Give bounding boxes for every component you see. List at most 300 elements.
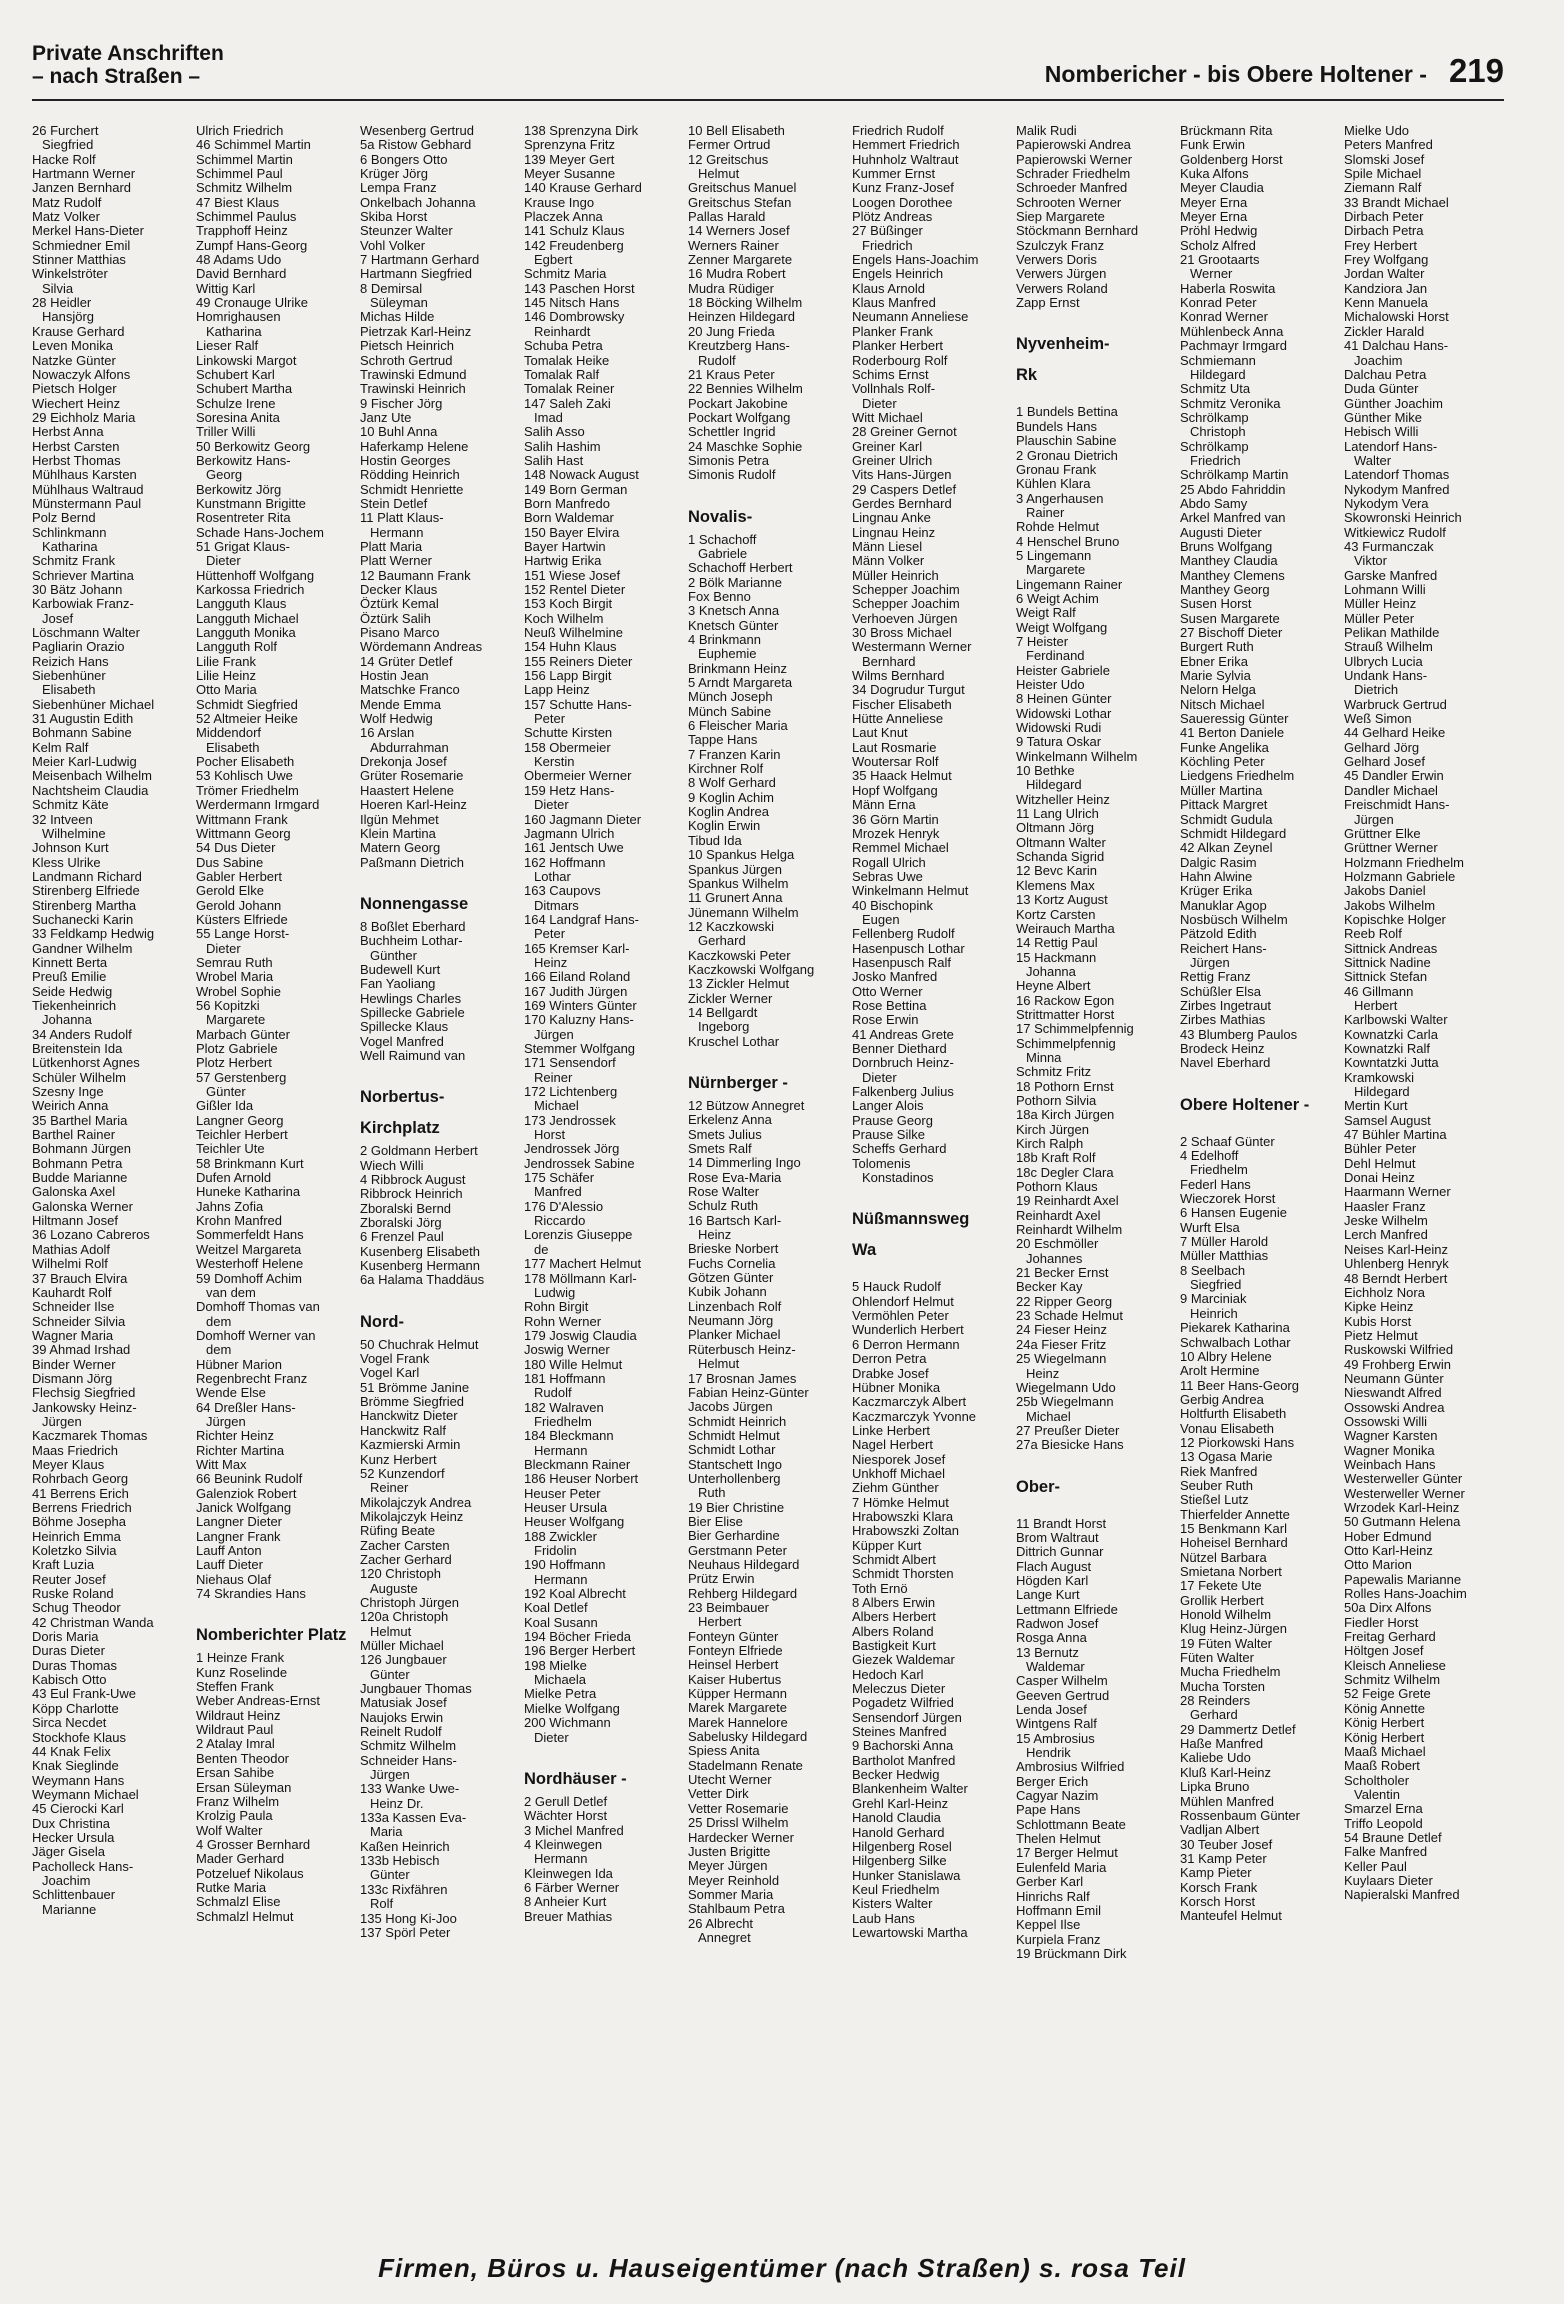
resident-entry: 8 Wolf Gerhard bbox=[688, 776, 776, 791]
resident-entry: Schroth Gertrud bbox=[360, 353, 453, 368]
resident-entry: Matz Rudolf bbox=[32, 195, 102, 210]
resident-entry: 37 Brauch Elvira bbox=[32, 1271, 128, 1286]
resident-entry: Nitsch Michael bbox=[1180, 697, 1265, 712]
resident-entry: Grehl Karl-Heinz bbox=[852, 1796, 949, 1811]
resident-entry: Männ Volker bbox=[852, 554, 925, 569]
resident-entry: Ulrich Friedrich bbox=[196, 124, 284, 138]
spacer bbox=[852, 1266, 1016, 1280]
resident-entry: 184 Bleckmann bbox=[524, 1429, 614, 1444]
resident-entry: Kirch Ralph bbox=[1016, 1137, 1084, 1151]
entry-continuation: Georg bbox=[206, 468, 243, 483]
resident-entry: Hoheisel Bernhard bbox=[1180, 1536, 1288, 1551]
resident-entry: Schimmelpfennig bbox=[1016, 1036, 1116, 1051]
resident-entry: Onkelbach Johanna bbox=[360, 195, 476, 210]
resident-entry: Hübner Monika bbox=[852, 1380, 941, 1395]
resident-entry: Haße Manfred bbox=[1180, 1737, 1264, 1752]
resident-entry: Kubik Johann bbox=[688, 1285, 767, 1300]
resident-entry: Schneider Ilse bbox=[32, 1300, 115, 1315]
entry-continuation: Peter bbox=[534, 712, 566, 727]
entry-continuation: Siegfried bbox=[1190, 1278, 1242, 1293]
resident-entry: Schroeder Manfred bbox=[1016, 181, 1128, 196]
resident-entry: Richter Heinz bbox=[196, 1429, 275, 1444]
resident-entry: Vogel Karl bbox=[360, 1366, 420, 1381]
resident-entry: Rose Eva-Maria bbox=[688, 1170, 782, 1185]
resident-entry: Schanda Sigrid bbox=[1016, 850, 1105, 865]
resident-entry: 154 Huhn Klaus bbox=[524, 640, 617, 655]
resident-entry: Witkiewicz Rudolf bbox=[1344, 525, 1446, 540]
resident-entry: Hanckwitz Dieter bbox=[360, 1409, 458, 1424]
resident-entry: Vadljan Albert bbox=[1180, 1823, 1260, 1838]
resident-entry: Remmel Michael bbox=[852, 841, 949, 856]
resident-entry: Papierowski Andrea bbox=[1016, 138, 1131, 153]
resident-entry: Heister Udo bbox=[1016, 678, 1085, 692]
resident-entry: Spile Michael bbox=[1344, 167, 1422, 182]
resident-entry: Kowntatzki Jutta bbox=[1344, 1056, 1439, 1071]
entry-continuation: Egbert bbox=[534, 253, 573, 268]
resident-entry: Kamp Pieter bbox=[1180, 1866, 1252, 1881]
entry-continuation: Johannes bbox=[1026, 1251, 1083, 1266]
resident-entry: Höltgen Josef bbox=[1344, 1644, 1424, 1659]
resident-entry: Bohmann Petra bbox=[32, 1156, 123, 1171]
resident-entry: 27 Bischoff Dieter bbox=[1180, 626, 1283, 641]
entry-continuation: Imad bbox=[534, 410, 563, 425]
resident-entry: Jankowsky Heinz- bbox=[32, 1400, 137, 1415]
resident-entry: Neuhaus Hildegard bbox=[688, 1557, 800, 1572]
resident-entry: Dandler Michael bbox=[1344, 783, 1438, 798]
resident-entry: 162 Hoffmann bbox=[524, 855, 606, 870]
resident-entry: Mikolajczyk Andrea bbox=[360, 1495, 472, 1510]
resident-entry: Manthey Georg bbox=[1180, 583, 1270, 597]
resident-entry: 59 Domhoff Achim bbox=[196, 1271, 302, 1286]
resident-entry: Klaus Arnold bbox=[852, 281, 925, 296]
resident-entry: Reinhardt Axel bbox=[1016, 1208, 1101, 1223]
resident-entry: Ribbrock Heinrich bbox=[360, 1187, 463, 1202]
resident-entry: 36 Lozano Cabreros bbox=[32, 1228, 150, 1243]
resident-entry: 26 Albrecht bbox=[688, 1916, 754, 1931]
resident-entry: Füten Walter bbox=[1180, 1651, 1254, 1666]
resident-entry: Smets Ralf bbox=[688, 1142, 752, 1156]
resident-entry: Eichholz Nora bbox=[1344, 1285, 1425, 1300]
resident-entry: Wrobel Maria bbox=[196, 970, 274, 985]
resident-entry: Oltmann Walter bbox=[1016, 835, 1106, 850]
resident-entry: 29 Dammertz Detlef bbox=[1180, 1722, 1296, 1737]
resident-entry: Krüger Jörg bbox=[360, 167, 428, 182]
resident-entry: Fox Benno bbox=[688, 589, 751, 604]
resident-entry: Casper Wilhelm bbox=[1016, 1674, 1108, 1689]
resident-entry: Gerold Johann bbox=[196, 898, 282, 913]
resident-entry: 21 Grootaarts bbox=[1180, 253, 1260, 268]
resident-entry: Nykodym Manfred bbox=[1344, 482, 1450, 497]
resident-entry: Salih Hast bbox=[524, 453, 584, 468]
resident-entry: Bohmann Jürgen bbox=[32, 1142, 132, 1157]
resident-entry: Erkelenz Anna bbox=[688, 1113, 772, 1128]
resident-entry: Köpp Charlotte bbox=[32, 1701, 119, 1716]
resident-entry: 50 Chuchrak Helmut bbox=[360, 1337, 479, 1352]
resident-entry: Semrau Ruth bbox=[196, 955, 273, 970]
resident-entry: Nowaczyk Alfons bbox=[32, 367, 131, 382]
resident-entry: Nelorn Helga bbox=[1180, 683, 1256, 698]
entry-continuation: Viktor bbox=[1354, 554, 1387, 569]
resident-entry: Trawinski Heinrich bbox=[360, 382, 466, 397]
resident-entry: Gerbig Andrea bbox=[1180, 1392, 1264, 1407]
resident-entry: Michas Hilde bbox=[360, 310, 435, 325]
resident-entry: Tiekenheinrich bbox=[32, 998, 117, 1013]
resident-entry: Heuser Peter bbox=[524, 1486, 601, 1501]
resident-entry: Müller Matthias bbox=[1180, 1249, 1269, 1264]
entry-continuation: Reiner bbox=[534, 1070, 573, 1085]
resident-entry: Langner Georg bbox=[196, 1113, 284, 1128]
resident-entry: 133b Hebisch bbox=[360, 1854, 440, 1869]
entry-continuation: Margarete bbox=[206, 1013, 266, 1028]
resident-entry: Honold Wilhelm bbox=[1180, 1608, 1272, 1623]
resident-entry: Szesny Inge bbox=[32, 1085, 104, 1100]
resident-entry: Jendrossek Jörg bbox=[524, 1142, 620, 1157]
entry-continuation: Josef bbox=[42, 611, 74, 626]
resident-entry: Widowski Lothar bbox=[1016, 706, 1112, 721]
section-title-line1: Private Anschriften bbox=[32, 42, 224, 65]
resident-entry: Krause Ingo bbox=[524, 195, 595, 210]
resident-entry: Merkel Hans-Dieter bbox=[32, 224, 144, 239]
resident-entry: Schmitz Käte bbox=[32, 798, 109, 813]
resident-entry: Flechsig Siegfried bbox=[32, 1386, 136, 1401]
resident-entry: 27 Preußer Dieter bbox=[1016, 1423, 1120, 1438]
resident-entry: Zumpf Hans-Georg bbox=[196, 238, 308, 253]
resident-entry: Dalgic Rasim bbox=[1180, 855, 1257, 870]
entry-continuation: Walter bbox=[1354, 453, 1392, 468]
resident-entry: Lauff Dieter bbox=[196, 1558, 263, 1573]
resident-entry: Vits Hans-Jürgen bbox=[852, 468, 952, 483]
resident-entry: Ruske Roland bbox=[32, 1587, 114, 1602]
resident-entry: Wiegelmann Udo bbox=[1016, 1380, 1116, 1395]
resident-entry: Tomalak Reiner bbox=[524, 382, 615, 397]
resident-entry: Platt Werner bbox=[360, 554, 433, 569]
resident-entry: Kunz Herbert bbox=[360, 1452, 437, 1467]
resident-entry: 7 Heister bbox=[1016, 634, 1069, 649]
resident-entry: Lorenzis Giuseppe bbox=[524, 1228, 633, 1243]
resident-entry: Rossenbaum Günter bbox=[1180, 1808, 1300, 1823]
resident-entry: 133 Wanke Uwe- bbox=[360, 1782, 460, 1797]
entry-continuation: Joachim bbox=[1354, 353, 1403, 368]
resident-entry: Kabisch Otto bbox=[32, 1673, 107, 1688]
resident-entry: Zickler Harald bbox=[1344, 324, 1425, 339]
resident-entry: 18 Böcking Wilhelm bbox=[688, 296, 803, 311]
resident-entry: Pagliarin Orazio bbox=[32, 640, 125, 655]
resident-entry: Uhlenberg Henryk bbox=[1344, 1257, 1449, 1272]
entry-continuation: Minna bbox=[1026, 1050, 1062, 1065]
resident-entry: Reuter Josef bbox=[32, 1572, 106, 1587]
resident-entry: Mielke Udo bbox=[1344, 124, 1410, 138]
resident-entry: 43 Blumberg Paulos bbox=[1180, 1027, 1298, 1042]
resident-entry: 14 Rettig Paul bbox=[1016, 936, 1098, 951]
page-header bbox=[32, 42, 1504, 100]
resident-entry: Papewalis Marianne bbox=[1344, 1572, 1462, 1587]
directory-column bbox=[1344, 124, 1508, 2244]
resident-entry: Justen Brigitte bbox=[688, 1844, 771, 1859]
entry-continuation: Hildegard bbox=[1190, 367, 1246, 382]
entry-continuation: Herbert bbox=[1354, 998, 1398, 1013]
resident-entry: Müller Heinz bbox=[1344, 597, 1417, 612]
resident-entry: Pietz Helmut bbox=[1344, 1328, 1418, 1343]
resident-entry: Gronau Frank bbox=[1016, 462, 1097, 477]
entry-continuation: Dieter bbox=[206, 941, 241, 956]
resident-entry: 12 Baumann Frank bbox=[360, 568, 471, 583]
resident-entry: Toth Ernö bbox=[852, 1581, 908, 1596]
resident-entry: 12 Bützow Annegret bbox=[688, 1098, 805, 1113]
resident-entry: 31 Augustin Edith bbox=[32, 712, 134, 727]
resident-entry: Westermann Werner bbox=[852, 640, 972, 655]
resident-entry: Schepper Joachim bbox=[852, 597, 960, 612]
resident-entry: Sittnick Nadine bbox=[1344, 955, 1431, 970]
resident-entry: Pallas Harald bbox=[688, 210, 766, 225]
resident-entry: Salih Hashim bbox=[524, 439, 601, 454]
entry-continuation: Euphemie bbox=[698, 647, 757, 662]
resident-entry: Nützel Barbara bbox=[1180, 1550, 1267, 1565]
resident-entry: Linzenbach Rolf bbox=[688, 1299, 782, 1314]
resident-entry: 14 Grüter Detlef bbox=[360, 654, 453, 669]
resident-entry: 5 Lingemann bbox=[1016, 548, 1092, 563]
resident-entry: 35 Haack Helmut bbox=[852, 769, 952, 784]
resident-entry: Kusenberg Hermann bbox=[360, 1259, 480, 1274]
resident-entry: Gandner Wilhelm bbox=[32, 941, 133, 956]
resident-entry: 9 Tatura Oskar bbox=[1016, 735, 1102, 750]
resident-entry: Knetsch Günter bbox=[688, 618, 779, 633]
resident-entry: Schmidt Heinrich bbox=[688, 1414, 787, 1429]
resident-entry: Meier Karl-Ludwig bbox=[32, 755, 137, 770]
resident-entry: Funke Angelika bbox=[1180, 740, 1269, 755]
resident-entry: 181 Hoffmann bbox=[524, 1371, 606, 1386]
resident-entry: Jäger Gisela bbox=[32, 1845, 105, 1860]
resident-entry: Nosbüsch Wilhelm bbox=[1180, 912, 1288, 927]
resident-entry: 12 Greitschus bbox=[688, 152, 769, 167]
street-heading: Kirchplatz bbox=[360, 1119, 440, 1138]
resident-entry: Bier Elise bbox=[688, 1514, 743, 1529]
resident-entry: 50a Dirx Alfons bbox=[1344, 1601, 1432, 1616]
resident-entry: Rosga Anna bbox=[1016, 1631, 1087, 1646]
resident-entry: Kubis Horst bbox=[1344, 1314, 1412, 1329]
resident-entry: 126 Jungbauer bbox=[360, 1653, 447, 1668]
resident-entry: Schmitz Wilhelm bbox=[360, 1739, 457, 1754]
resident-entry: Engels Hans-Joachim bbox=[852, 253, 979, 268]
resident-entry: Rohn Werner bbox=[524, 1314, 602, 1329]
resident-entry: 6 Frenzel Paul bbox=[360, 1230, 444, 1245]
resident-entry: Schettler Ingrid bbox=[688, 425, 776, 440]
resident-entry: 24 Maschke Sophie bbox=[688, 439, 803, 454]
resident-entry: Cagyar Nazim bbox=[1016, 1789, 1099, 1804]
resident-entry: 20 Jung Frieda bbox=[688, 324, 775, 339]
resident-entry: 9 Fischer Jörg bbox=[360, 396, 443, 411]
resident-entry: Hasenpusch Ralf bbox=[852, 955, 951, 970]
resident-entry: Kaczmarek Thomas bbox=[32, 1429, 148, 1444]
resident-entry: Lettmann Elfriede bbox=[1016, 1602, 1118, 1617]
resident-entry: 43 Eul Frank-Uwe bbox=[32, 1687, 137, 1702]
resident-entry: Sabelusky Hildegard bbox=[688, 1730, 808, 1745]
resident-entry: Kraft Luzia bbox=[32, 1558, 95, 1573]
resident-entry: Wächter Horst bbox=[524, 1809, 608, 1824]
resident-entry: Weigt Ralf bbox=[1016, 606, 1076, 621]
resident-entry: Küpper Hermann bbox=[688, 1687, 787, 1702]
resident-entry: Schulze Irene bbox=[196, 396, 276, 411]
entry-continuation: Valentin bbox=[1354, 1787, 1401, 1802]
resident-entry: Ambrosius Wilfried bbox=[1016, 1760, 1125, 1775]
resident-entry: Neumann Anneliese bbox=[852, 310, 969, 325]
resident-entry: Lütkenhorst Agnes bbox=[32, 1056, 140, 1071]
resident-entry: Kunstmann Brigitte bbox=[196, 496, 306, 511]
resident-entry: Bühler Peter bbox=[1344, 1142, 1417, 1157]
resident-entry: Tomalak Ralf bbox=[524, 367, 600, 382]
resident-entry: Meyer Klaus bbox=[32, 1457, 105, 1472]
resident-entry: Langner Dieter bbox=[196, 1515, 282, 1530]
entry-continuation: Hendrik bbox=[1026, 1746, 1071, 1761]
resident-entry: 150 Bayer Elvira bbox=[524, 525, 620, 540]
resident-entry: 3 Knetsch Anna bbox=[688, 604, 780, 619]
resident-entry: Platt Maria bbox=[360, 539, 423, 554]
directory-column bbox=[196, 124, 360, 2244]
resident-entry: Josko Manfred bbox=[852, 970, 938, 985]
resident-entry: Falkenberg Julius bbox=[852, 1085, 954, 1100]
entry-continuation: Dieter bbox=[534, 798, 569, 813]
resident-entry: Schmitz Fritz bbox=[1016, 1065, 1092, 1080]
resident-entry: 45 Cierocki Karl bbox=[32, 1802, 124, 1817]
resident-entry: 146 Dombrowsky bbox=[524, 310, 625, 325]
entry-continuation: Jürgen bbox=[370, 1768, 410, 1783]
resident-entry: Breuer Mathias bbox=[524, 1909, 613, 1924]
section-title bbox=[32, 42, 224, 88]
resident-entry: 35 Barthel Maria bbox=[32, 1113, 128, 1128]
resident-entry: 57 Gerstenberg bbox=[196, 1070, 287, 1085]
resident-entry: Reinhardt Wilhelm bbox=[1016, 1223, 1123, 1238]
resident-entry: Kenn Manuela bbox=[1344, 296, 1428, 311]
resident-entry: Schmitz Frank bbox=[32, 554, 116, 569]
resident-entry: Köchling Peter bbox=[1180, 755, 1265, 770]
resident-entry: Rose Walter bbox=[688, 1185, 760, 1200]
resident-entry: Rutke Maria bbox=[196, 1880, 267, 1895]
resident-entry: Winkelmann Helmut bbox=[852, 884, 969, 899]
resident-entry: Lilie Heinz bbox=[196, 669, 256, 684]
resident-entry: Lange Kurt bbox=[1016, 1588, 1080, 1603]
directory-column bbox=[1180, 124, 1344, 2244]
resident-entry: Schmidt Hildegard bbox=[1180, 826, 1287, 841]
entry-continuation: Ditmars bbox=[534, 898, 579, 913]
directory-columns bbox=[32, 124, 1510, 2244]
resident-entry: Scholtholer bbox=[1344, 1773, 1410, 1788]
resident-entry: Ossowski Willi bbox=[1344, 1414, 1428, 1429]
resident-entry: Sommerfeldt Hans bbox=[196, 1228, 304, 1243]
resident-entry: Stockhofe Klaus bbox=[32, 1730, 126, 1745]
resident-entry: 25b Wiegelmann bbox=[1016, 1395, 1114, 1410]
resident-entry: Schulz Ruth bbox=[688, 1199, 759, 1214]
resident-entry: Greiner Ulrich bbox=[852, 453, 933, 468]
resident-entry: Rüfing Beate bbox=[360, 1524, 436, 1539]
resident-entry: Reichert Hans- bbox=[1180, 941, 1267, 956]
resident-entry: Matz Volker bbox=[32, 210, 100, 225]
resident-entry: Becker Hedwig bbox=[852, 1768, 940, 1783]
street-range-title: Nombericher - bis Obere Holtener - bbox=[1044, 61, 1427, 87]
resident-entry: Jordan Walter bbox=[1344, 267, 1425, 282]
resident-entry: Stinner Matthias bbox=[32, 253, 126, 268]
resident-entry: 11 Grunert Anna bbox=[688, 891, 783, 906]
resident-entry: Pacholleck Hans- bbox=[32, 1859, 134, 1874]
resident-entry: 8 Anheier Kurt bbox=[524, 1895, 607, 1910]
resident-entry: Smarzel Erna bbox=[1344, 1802, 1423, 1817]
resident-entry: Winkelmann Wilhelm bbox=[1016, 749, 1138, 764]
resident-entry: Müller Peter bbox=[1344, 611, 1415, 626]
resident-entry: Warbruck Gertrud bbox=[1344, 697, 1447, 712]
resident-entry: Stahlbaum Petra bbox=[688, 1902, 785, 1917]
resident-entry: Nykodym Vera bbox=[1344, 496, 1429, 511]
resident-entry: 41 Dalchau Hans- bbox=[1344, 339, 1449, 354]
resident-entry: 6 Derron Hermann bbox=[852, 1337, 960, 1352]
resident-entry: Brom Waltraut bbox=[1016, 1530, 1099, 1545]
resident-entry: Matern Georg bbox=[360, 841, 441, 856]
resident-entry: Plotz Gabriele bbox=[196, 1042, 278, 1056]
resident-entry: 145 Nitsch Hans bbox=[524, 296, 620, 311]
resident-entry: Weß Simon bbox=[1344, 712, 1412, 727]
entry-continuation: Gerhard bbox=[698, 934, 746, 949]
resident-entry: Benten Theodor bbox=[196, 1751, 289, 1766]
resident-entry: Mende Emma bbox=[360, 697, 441, 712]
resident-entry: 10 Bethke bbox=[1016, 764, 1075, 779]
resident-entry: Matschke Franco bbox=[360, 683, 460, 698]
resident-entry: Rohde Helmut bbox=[1016, 520, 1100, 535]
resident-entry: Klaus Manfred bbox=[852, 296, 936, 311]
entry-continuation: Wilhelmine bbox=[42, 826, 106, 841]
resident-entry: 138 Sprenzyna Dirk bbox=[524, 124, 639, 138]
resident-entry: Janick Wolfgang bbox=[196, 1501, 292, 1515]
resident-entry: Freischmidt Hans- bbox=[1344, 798, 1450, 813]
resident-entry: 17 Fekete Ute bbox=[1180, 1579, 1262, 1594]
resident-entry: Kownatzki Carla bbox=[1344, 1027, 1438, 1042]
resident-entry: Jungbauer Thomas bbox=[360, 1682, 472, 1696]
resident-entry: Sittnick Stefan bbox=[1344, 970, 1428, 985]
section-title-line2: – nach Straßen – bbox=[32, 65, 201, 88]
resident-entry: Lempa Franz bbox=[360, 181, 437, 196]
resident-entry: Joswig Werner bbox=[524, 1343, 610, 1358]
resident-entry: 6 Bongers Otto bbox=[360, 152, 448, 167]
entry-continuation: Siegfried bbox=[42, 138, 94, 153]
resident-entry: Keul Friedhelm bbox=[852, 1882, 940, 1897]
entry-continuation: Reiner bbox=[370, 1481, 409, 1496]
resident-entry: Unkhoff Michael bbox=[852, 1466, 945, 1481]
resident-entry: Triffo Leopold bbox=[1344, 1816, 1423, 1831]
resident-entry: Schachoff Herbert bbox=[688, 561, 793, 576]
resident-entry: Neises Karl-Heinz bbox=[1344, 1242, 1449, 1257]
resident-entry: Prütz Erwin bbox=[688, 1572, 755, 1587]
resident-entry: Bohmann Sabine bbox=[32, 726, 132, 741]
resident-entry: Bruns Wolfgang bbox=[1180, 539, 1273, 554]
resident-entry: Dornbruch Heinz- bbox=[852, 1056, 954, 1071]
resident-entry: Wunderlich Herbert bbox=[852, 1323, 964, 1338]
resident-entry: Janzen Bernhard bbox=[32, 181, 132, 196]
resident-entry: Günther Joachim bbox=[1344, 396, 1443, 411]
resident-entry: 5 Arndt Margareta bbox=[688, 676, 793, 691]
resident-entry: Witt Max bbox=[196, 1457, 247, 1472]
resident-entry: Tappe Hans bbox=[688, 733, 758, 748]
resident-entry: 13 Kortz August bbox=[1016, 893, 1108, 908]
resident-entry: Bundels Hans bbox=[1016, 419, 1097, 434]
resident-entry: 39 Ahmad Irshad bbox=[32, 1343, 131, 1358]
entry-continuation: Gabriele bbox=[698, 546, 748, 561]
resident-entry: Loogen Dorothee bbox=[852, 195, 953, 210]
resident-entry: Undank Hans- bbox=[1344, 669, 1428, 684]
resident-entry: Meleczus Dieter bbox=[852, 1682, 946, 1697]
resident-entry: Brinkmann Heinz bbox=[688, 661, 787, 676]
resident-entry: Günther Mike bbox=[1344, 410, 1423, 425]
resident-entry: 4 Ribbrock August bbox=[360, 1173, 466, 1187]
resident-entry: 27a Biesicke Hans bbox=[1016, 1438, 1124, 1453]
street-heading: Nomberichter Platz bbox=[196, 1626, 347, 1645]
resident-entry: 179 Joswig Claudia bbox=[524, 1328, 637, 1343]
resident-entry: 25 Abdo Fahriddin bbox=[1180, 482, 1286, 497]
